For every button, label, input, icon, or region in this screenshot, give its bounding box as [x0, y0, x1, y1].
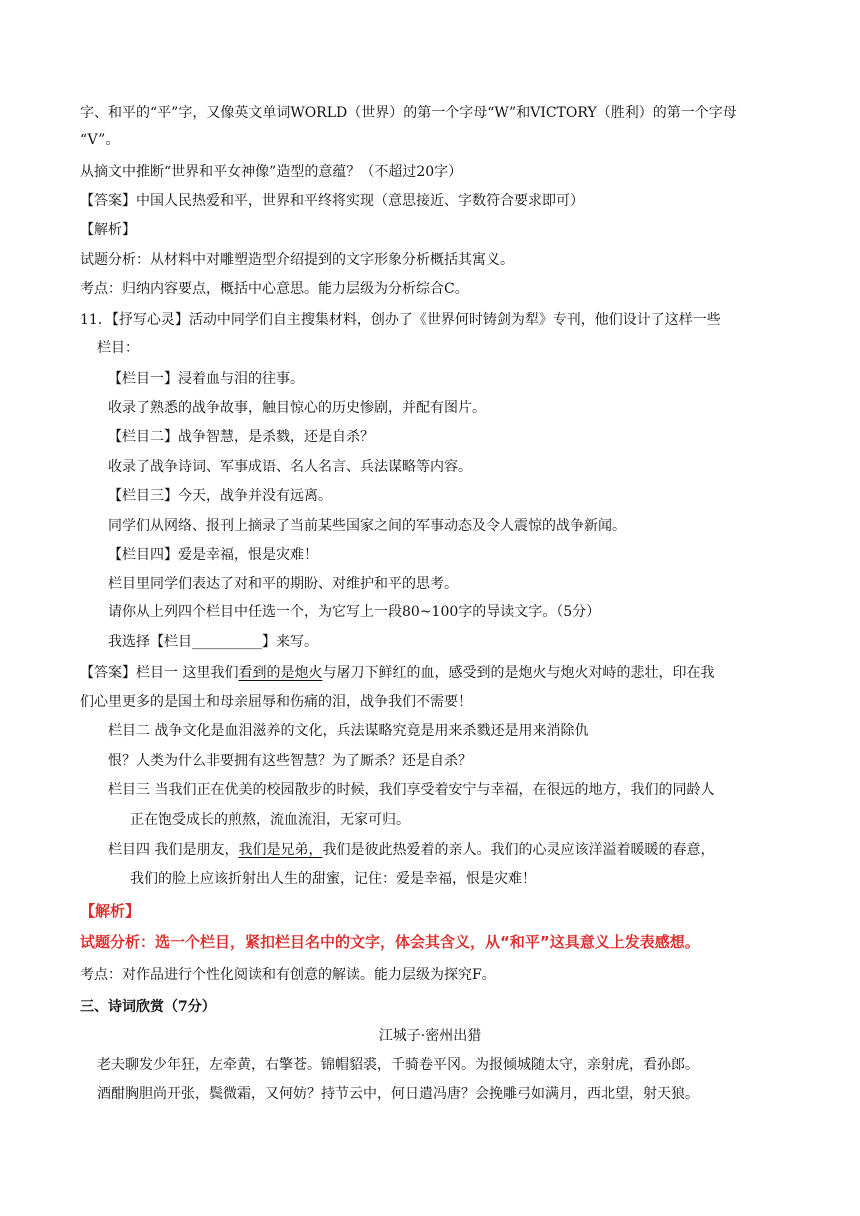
q11-line2: 栏目： [97, 340, 139, 356]
answer11-analysis: 试题分析：选一个栏目，紧扣栏目名中的文字，体会其含义，从“和平”这具意义上发表感想。 [80, 933, 700, 951]
q11-instruction: 请你从上列四个栏目中任选一个，为它写上一段80~100字的导读文字。（5分） [108, 604, 601, 620]
a4-pre: 栏目四 我们是朋友， [108, 842, 239, 858]
choose-suffix: 】来写。 [262, 634, 318, 650]
q11-col4-title: 【栏目四】爱是幸福，恨是灾难！ [108, 547, 318, 563]
q11-col3-desc: 同学们从网络、报刊上摘录了当前某些国家之间的军事动态及令人震惊的战争新闻。 [108, 518, 626, 534]
q11-col2-desc: 收录了战争诗词、军事成语、名人名言、兵法谋略等内容。 [108, 459, 472, 475]
answer11-a4-line2: 我们的脸上应该折射出人生的甜蜜，记住：爱是幸福，恨是灾难！ [130, 871, 536, 887]
intro-kaodian: 考点：归纳内容要点，概括中心意思。能力层级为分析综合C。 [80, 281, 469, 297]
a1-pre: 【答案】栏目一 这里我们 [80, 665, 239, 681]
poem-title: 江城子·密州出猎 [378, 1028, 482, 1044]
answer11-a3-line2: 正在饱受成长的煎熬，流血流泪，无家可归。 [130, 812, 410, 828]
intro-answer: 【答案】中国人民热爱和平，世界和平终将实现（意思接近、字数符合要求即可） [80, 193, 584, 209]
answer11-a1-line2: 们心里更多的是国土和母亲屈辱和伤痛的泪，战争我们不需要！ [80, 694, 472, 710]
choose-prefix: 我选择【栏目 [108, 634, 192, 650]
answer11-kaodian: 考点：对作品进行个性化阅读和有创意的解读。能力层级为探究F。 [80, 967, 496, 983]
a4-underlined: 我们是兄弟， [238, 842, 323, 858]
poem-line2: 酒酣胸胆尚开张，鬓微霜，又何妨？持节云中，何日遣冯唐？会挽雕弓如满月，西北望，射天狼。 [97, 1086, 699, 1102]
q11-choose-line [108, 632, 318, 652]
q11-col2-title: 【栏目二】战争智慧，是杀戮，还是自杀？ [108, 429, 374, 445]
intro-analysis: 试题分析：从材料中对雕塑造型介绍提到的文字形象分析概括其寓义。 [80, 252, 514, 268]
intro-question: 从摘文中推断“世界和平女神像”造型的意蕴？（不超过20字） [80, 164, 463, 180]
answer11-analysis-label: 【解析】 [80, 902, 141, 920]
intro-text-line1: 字、和平的“平”字，又像英文单词WORLD（世界）的第一个字母“W”和VICTORY（胜利）的第一个字母 [80, 105, 737, 121]
intro-text-line2: “V”。 [80, 132, 120, 148]
answer11-a4-line1 [108, 840, 714, 860]
q11-col3-title: 【栏目三】今天，战争并没有远离。 [108, 488, 332, 504]
answer11-a1-line1 [80, 663, 714, 683]
q11-col1-title: 【栏目一】浸着血与泪的往事。 [108, 371, 304, 387]
a1-post: 与屠刀下鲜红的血，感受到的是炮火与炮火对峙的悲壮，印在我 [322, 665, 715, 681]
section3-heading: 三、诗词欣赏（7分） [80, 999, 216, 1015]
answer11-a3-line1: 栏目三 当我们正在优美的校园散步的时候，我们享受着安宁与幸福，在很远的地方，我们的同龄人 [108, 782, 715, 798]
poem-line1: 老夫聊发少年狂，左牵黄，右擎苍。锦帽貂裘，千骑卷平冈。为报倾城随太守，亲射虎，看孙郎。 [97, 1057, 699, 1073]
answer11-a2-line2: 恨？人类为什么非要拥有这些智慧？为了厮杀？还是自杀？ [108, 753, 472, 769]
q11-col1-desc: 收录了熟悉的战争故事，触目惊心的历史惨剧，并配有图片。 [108, 400, 486, 416]
q11-line1: 11．【抒写心灵】活动中同学们自主搜集材料，创办了《世界何时铸剑为犁》专刊，他们设计了这样一些 [80, 312, 721, 328]
a4-post: 我们是彼此热爱着的亲人。我们的心灵应该洋溢着暖暖的春意， [322, 842, 715, 858]
a1-underlined: 看到的是炮火 [238, 665, 323, 681]
q11-col4-desc: 栏目里同学们表达了对和平的期盼、对维护和平的思考。 [108, 576, 458, 592]
intro-analysis-label: 【解析】 [80, 222, 136, 238]
answer11-a2-line1: 栏目二 战争文化是血泪滋养的文化，兵法谋略究竟是用来杀戮还是用来消除仇 [108, 723, 589, 739]
choose-blank: __________ [192, 634, 262, 650]
